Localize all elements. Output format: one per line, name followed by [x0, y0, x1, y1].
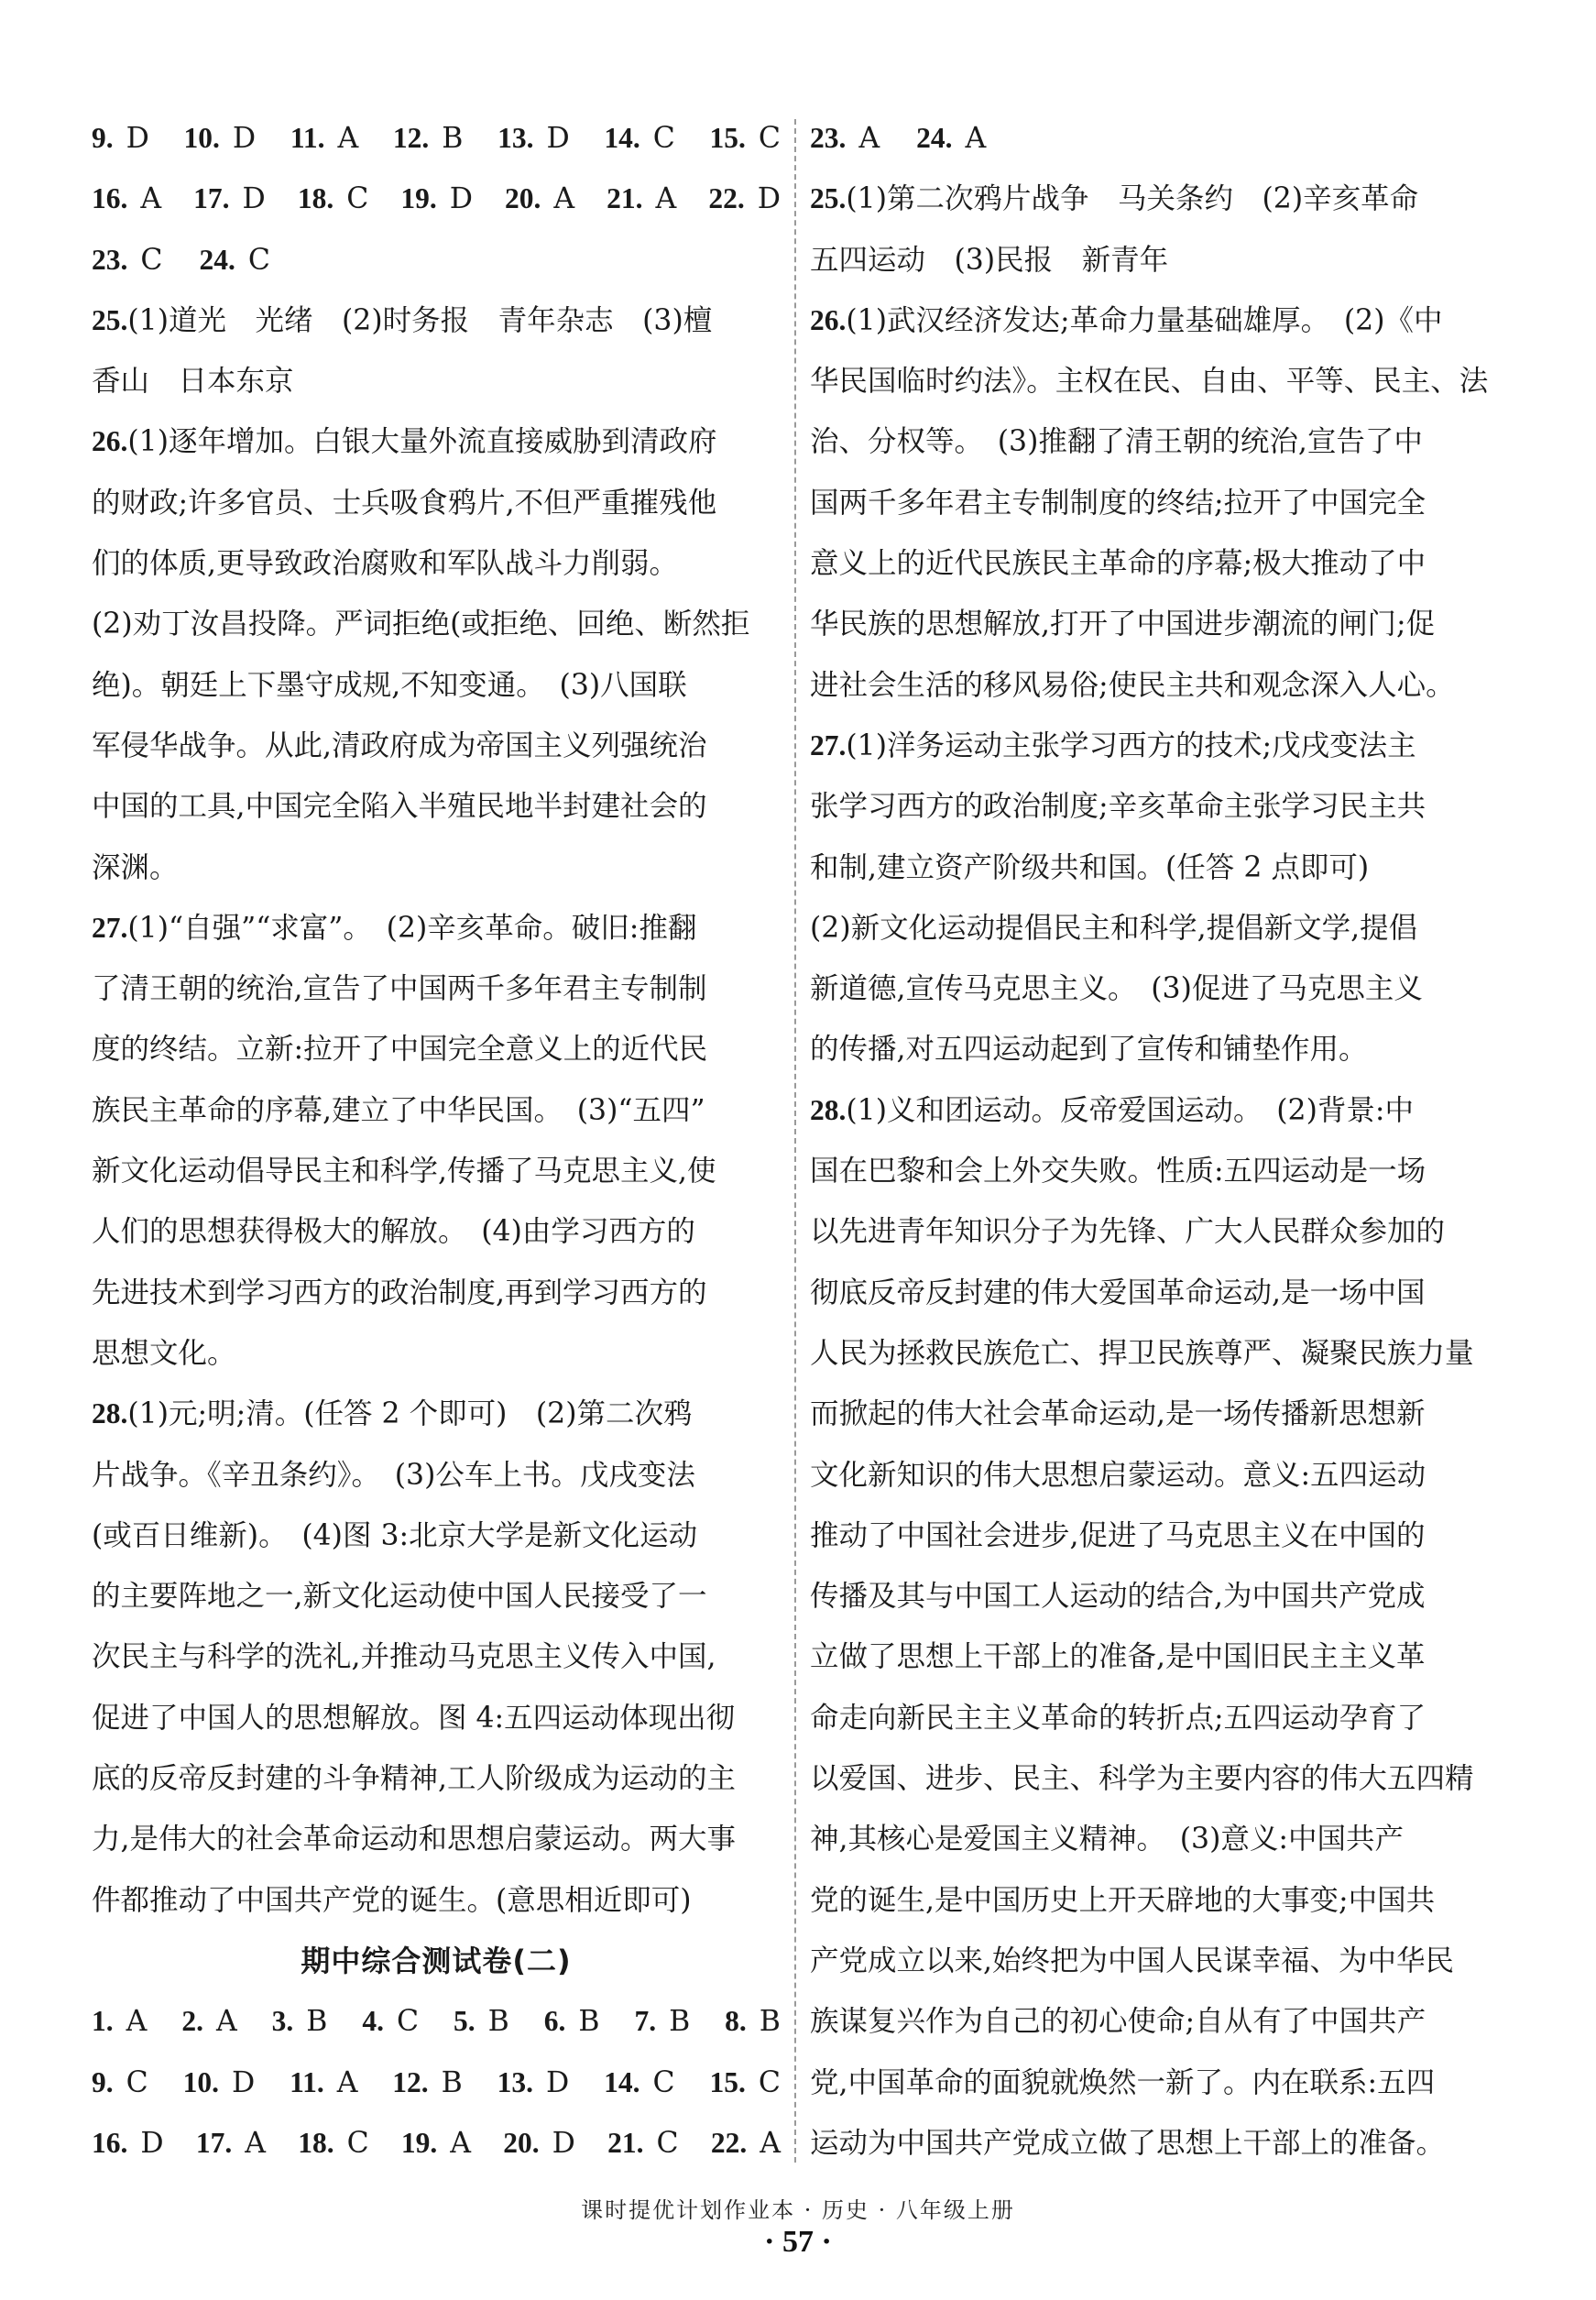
- answer-letter: D: [546, 122, 570, 155]
- mc-answer: [708, 169, 781, 229]
- question-number: 6.: [543, 2005, 566, 2038]
- answer-text: (1)义和团运动。反帝爱国运动。 (2)背景:中: [846, 1093, 1414, 1127]
- mc-answer: [393, 108, 464, 169]
- answer-line: [92, 1201, 781, 1262]
- answer-letter: D: [242, 182, 266, 216]
- answer-letter: C: [758, 2065, 781, 2099]
- mc-answer-row: [810, 108, 1499, 169]
- question-number: 25.: [810, 182, 847, 215]
- question-number: 5.: [454, 2005, 476, 2038]
- answer-letter: D: [757, 182, 781, 216]
- answer-line: [92, 290, 781, 351]
- answer-line: [810, 716, 1499, 776]
- mc-answer: [503, 2113, 575, 2174]
- answer-line: [92, 838, 781, 898]
- answer-text: 新道德,宣传马克思主义。 (3)促进了马克思主义: [810, 972, 1423, 1006]
- mc-answer: [92, 108, 149, 169]
- mc-answer-row: [92, 1991, 781, 2052]
- answer-letter: B: [669, 2005, 691, 2039]
- mc-answer: [92, 2113, 164, 2174]
- answer-letter: D: [232, 122, 257, 155]
- question-number: 17.: [195, 2126, 233, 2159]
- question-number: 19.: [400, 2126, 438, 2159]
- answer-line: [810, 533, 1499, 594]
- answer-text: (1)逐年增加。白银大量外流直接威胁到清政府: [127, 425, 717, 459]
- question-number: 25.: [92, 303, 128, 336]
- answer-line: [92, 776, 781, 837]
- question-number: 23.: [92, 243, 128, 276]
- answer-text: 香山 日本东京: [92, 365, 294, 399]
- answer-text: 人们的思想获得极大的解放。 (4)由学习西方的: [92, 1215, 695, 1249]
- answer-line: [92, 1748, 781, 1809]
- question-number: 3.: [271, 2005, 294, 2038]
- question-number: 24.: [199, 243, 235, 276]
- question-number: 13.: [497, 2065, 534, 2098]
- answer-letter: B: [306, 2005, 328, 2039]
- mc-answer: [183, 2053, 256, 2113]
- answer-line: [810, 655, 1499, 716]
- answer-line: [810, 1991, 1499, 2052]
- answer-text: 底的反帝反封建的斗争精神,工人阶级成为运动的主: [92, 1762, 737, 1796]
- answer-text: 了清王朝的统治,宣告了中国两千多年君主专制制: [92, 972, 707, 1006]
- mc-answer: [193, 169, 266, 229]
- question-number: 2.: [181, 2005, 203, 2038]
- answer-text: 先进技术到学习西方的政治制度,再到学习西方的: [92, 1276, 707, 1309]
- answer-text: 国两千多年君主专制制度的终结;拉开了中国完全: [810, 486, 1427, 520]
- answer-line: [810, 594, 1499, 654]
- answer-line: [92, 1141, 781, 1201]
- answer-line: [810, 169, 1499, 229]
- question-number: 27.: [92, 911, 128, 944]
- mc-answer: [454, 1991, 509, 2052]
- question-number: 19.: [400, 182, 437, 215]
- answer-text: 绝)。朝廷上下墨守成规,不知变通。 (3)八国联: [92, 668, 687, 702]
- answer-text: 片战争。《辛丑条约》。 (3)公车上书。戊戌变法: [92, 1458, 695, 1492]
- answer-line: [810, 1141, 1499, 1201]
- answer-letter: B: [442, 122, 464, 155]
- answer-line: [92, 1445, 781, 1506]
- answer-line: [92, 1323, 781, 1384]
- question-number: 4.: [362, 2005, 384, 2038]
- answer-text: (2)劝丁汝昌投降。严词拒绝(或拒绝、回绝、断然拒: [92, 608, 750, 641]
- answer-letter: A: [655, 182, 677, 216]
- answer-text: 族谋复兴作为自己的初心使命;自从有了中国共产: [810, 2005, 1427, 2039]
- answer-text: 中国的工具,中国完全陷入半殖民地半封建社会的: [92, 790, 707, 824]
- question-number: 18.: [297, 182, 334, 215]
- mc-answer: [505, 169, 574, 229]
- question-number: 22.: [710, 2126, 748, 2159]
- question-number: 24.: [916, 122, 953, 154]
- mc-answer: [497, 108, 570, 169]
- question-number: 20.: [505, 182, 541, 215]
- answer-letter: C: [346, 182, 369, 216]
- left-column: [92, 108, 781, 2174]
- question-number: 21.: [607, 182, 643, 215]
- answer-line: [92, 594, 781, 654]
- answer-line: [92, 351, 781, 411]
- answer-text: 新文化运动倡导民主和科学,传播了马克思主义,使: [92, 1155, 716, 1188]
- answer-line: [92, 1626, 781, 1687]
- question-number: 11.: [290, 122, 325, 154]
- answer-text: 而掀起的伟大社会革命运动,是一场传播新思想新: [810, 1397, 1426, 1431]
- answer-letter: A: [126, 2005, 148, 2039]
- answer-letter: A: [215, 2005, 237, 2039]
- answer-text: (1)元;明;清。(任答 2 个即可) (2)第二次鸦: [127, 1397, 693, 1431]
- mc-answer: [401, 2113, 471, 2174]
- answer-text: 张学习西方的政治制度;辛亥革命主张学习民主共: [810, 790, 1427, 824]
- answer-line: [810, 1201, 1499, 1262]
- answer-text: 传播及其与中国工人运动的结合,为中国共产党成: [810, 1580, 1426, 1614]
- answer-letter: A: [965, 122, 987, 155]
- mc-answer: [92, 1991, 147, 2052]
- answer-letter: A: [760, 2126, 781, 2160]
- mc-answer: [181, 1991, 236, 2052]
- answer-line: [92, 411, 781, 472]
- question-number: 27.: [810, 728, 847, 761]
- mc-answer: [607, 169, 676, 229]
- answer-text: 党,中国革命的面貌就焕然一新了。内在联系:五四: [810, 2065, 1436, 2099]
- question-number: 22.: [708, 182, 745, 215]
- answer-letter: C: [346, 2126, 369, 2160]
- question-number: 16.: [92, 182, 128, 215]
- mc-answer: [916, 108, 986, 169]
- answer-letter: A: [553, 182, 575, 216]
- answer-text: 党的诞生,是中国历史上开天辟地的大事变;中国共: [810, 1883, 1436, 1917]
- answer-line: [92, 1384, 781, 1444]
- answer-line: [92, 533, 781, 594]
- mc-answer-row: [92, 2113, 781, 2174]
- answer-line: [810, 2113, 1499, 2174]
- answer-text: (或百日维新)。 (4)图 3:北京大学是新文化运动: [92, 1518, 698, 1552]
- question-number: 26.: [92, 425, 128, 458]
- answer-letter: B: [578, 2005, 600, 2039]
- answer-letter: C: [656, 2126, 679, 2160]
- answer-line: [92, 655, 781, 716]
- answer-text: 次民主与科学的洗礼,并推动马克思主义传入中国,: [92, 1640, 716, 1674]
- answer-text: 立做了思想上干部上的准备,是中国旧民主主义革: [810, 1640, 1426, 1674]
- question-number: 9.: [92, 2065, 114, 2098]
- answer-line: [810, 1809, 1499, 1869]
- answer-text: 促进了中国人的思想解放。图 4:五四运动体现出彻: [92, 1701, 736, 1735]
- answer-letter: A: [858, 122, 880, 155]
- answer-line: [810, 230, 1499, 290]
- mc-answer: [92, 169, 161, 229]
- answer-line: [810, 1566, 1499, 1626]
- answer-text: 运动为中国共产党成立做了思想上干部上的准备。: [810, 2126, 1446, 2160]
- answer-letter: B: [759, 2005, 781, 2039]
- answer-text: 国在巴黎和会上外交失败。性质:五四运动是一场: [810, 1155, 1427, 1188]
- question-number: 28.: [92, 1397, 128, 1430]
- answer-letter: D: [449, 182, 473, 216]
- answer-line: [92, 1688, 781, 1748]
- mc-answer: [634, 1991, 690, 2052]
- mc-answer: [725, 1991, 781, 2052]
- question-number: 12.: [392, 122, 430, 154]
- answer-line: [92, 958, 781, 1019]
- answer-text: 神,其核心是爱国主义精神。 (3)意义:中国共产: [810, 1823, 1404, 1856]
- question-number: 11.: [290, 2065, 324, 2098]
- mc-answer: [497, 2053, 570, 2113]
- answer-line: [92, 473, 781, 533]
- mc-answer: [362, 1991, 419, 2052]
- column-divider: [794, 119, 796, 2163]
- question-number: 12.: [392, 2065, 429, 2098]
- answer-letter: A: [245, 2126, 266, 2160]
- mc-answer: [392, 2053, 463, 2113]
- question-number: 17.: [193, 182, 230, 215]
- answer-letter: D: [140, 2126, 164, 2160]
- mc-answer: [604, 108, 674, 169]
- answer-text: 以先进青年知识分子为先锋、广大人民群众参加的: [810, 1215, 1446, 1249]
- mc-answer-row: [92, 169, 781, 229]
- answer-letter: D: [546, 2065, 570, 2099]
- answer-text: 族民主革命的序幕,建立了中华民国。 (3)“五四”: [92, 1093, 705, 1127]
- mc-answer: [400, 169, 473, 229]
- answer-line: [810, 1263, 1499, 1323]
- question-number: 7.: [634, 2005, 657, 2038]
- answer-text: 们的体质,更导致政治腐败和军队战斗力削弱。: [92, 547, 679, 581]
- answer-letter: D: [552, 2126, 575, 2160]
- question-number: 14.: [604, 122, 640, 154]
- answer-line: [810, 1080, 1499, 1141]
- mc-answer: [607, 2113, 678, 2174]
- answer-text: 五四运动 (3)民报 新青年: [810, 243, 1169, 277]
- answer-letter: D: [231, 2065, 256, 2099]
- question-number: 28.: [810, 1093, 847, 1126]
- answer-text: 命走向新民主主义革命的转折点;五四运动孕育了: [810, 1701, 1427, 1735]
- answer-line: [810, 1384, 1499, 1444]
- answer-line: [810, 1323, 1499, 1384]
- question-number: 21.: [607, 2126, 644, 2159]
- answer-line: [92, 1080, 781, 1141]
- answer-line: [810, 411, 1499, 472]
- question-number: 23.: [810, 122, 847, 154]
- answer-text: 的财政;许多官员、士兵吸食鸦片,不但严重摧残他: [92, 486, 717, 520]
- answer-line: [810, 958, 1499, 1019]
- answer-text: 的传播,对五四运动起到了宣传和铺垫作用。: [810, 1033, 1368, 1067]
- answer-text: 力,是伟大的社会革命运动和思想启蒙运动。两大事: [92, 1823, 737, 1856]
- question-number: 9.: [92, 122, 114, 154]
- answer-letter: B: [441, 2065, 463, 2099]
- answer-text: (2)新文化运动提倡民主和科学,提倡新文学,提倡: [810, 911, 1418, 945]
- answer-text: 推动了中国社会进步,促进了马克思主义在中国的: [810, 1518, 1426, 1552]
- answer-letter: C: [758, 122, 781, 155]
- answer-text: 华民国临时约法》。主权在民、自由、平等、民主、法: [810, 365, 1489, 399]
- answer-line: [810, 351, 1499, 411]
- answer-line: [810, 1506, 1499, 1566]
- mc-answer: [810, 108, 880, 169]
- mc-answer: [290, 2053, 357, 2113]
- answer-line: [810, 473, 1499, 533]
- mc-answer: [196, 2113, 266, 2174]
- answer-line: [810, 898, 1499, 958]
- footer-book-title: 课时提优计划作业本 · 历史 · 八年级上册: [581, 2197, 1015, 2223]
- answer-line: [92, 1019, 781, 1079]
- mc-answer: [272, 1991, 328, 2052]
- mc-answer: [298, 169, 368, 229]
- answer-letter: A: [337, 122, 359, 155]
- mc-answer-row: [92, 2053, 781, 2113]
- answer-letter: C: [652, 2065, 675, 2099]
- mc-answer: [298, 2113, 368, 2174]
- answer-letter: A: [450, 2126, 472, 2160]
- answer-line: [810, 1445, 1499, 1506]
- answer-text: 以爱国、进步、民主、科学为主要内容的伟大五四精: [810, 1762, 1474, 1796]
- answer-letter: C: [140, 243, 163, 277]
- question-number: 13.: [497, 122, 534, 154]
- answer-letter: C: [247, 243, 270, 277]
- answer-line: [810, 2053, 1499, 2113]
- mc-answer: [199, 230, 269, 290]
- answer-line: [92, 1809, 781, 1869]
- answer-text: 进社会生活的移风易俗;使民主共和观念深入人心。: [810, 668, 1455, 702]
- answer-letter: A: [336, 2065, 358, 2099]
- answer-text: (1)洋务运动主张学习西方的技术;戊戌变法主: [846, 728, 1416, 762]
- right-column: [810, 108, 1499, 2174]
- question-number: 20.: [503, 2126, 540, 2159]
- answer-line: [92, 716, 781, 776]
- answer-line: [92, 1506, 781, 1566]
- answer-text: 产党成立以来,始终把为中国人民谋幸福、为中华民: [810, 1944, 1455, 1977]
- answer-text: 的主要阵地之一,新文化运动使中国人民接受了一: [92, 1580, 707, 1614]
- answer-line: [92, 898, 781, 958]
- mc-answer: [604, 2053, 674, 2113]
- question-number: 18.: [298, 2126, 334, 2159]
- answer-line: [92, 1870, 781, 1931]
- mc-answer: [711, 2113, 781, 2174]
- answer-line: [810, 1688, 1499, 1748]
- question-number: 15.: [709, 122, 746, 154]
- mc-answer: [290, 108, 358, 169]
- answer-text: 深渊。: [92, 850, 179, 884]
- question-number: 1.: [92, 2005, 114, 2038]
- answer-text: (1)第二次鸦片战争 马关条约 (2)辛亥革命: [846, 182, 1419, 216]
- question-number: 14.: [604, 2065, 640, 2098]
- question-number: 16.: [92, 2126, 128, 2159]
- answer-text: 件都推动了中国共产党的诞生。(意思相近即可): [92, 1883, 692, 1917]
- answer-letter: C: [126, 2065, 148, 2099]
- answer-text: 军侵华战争。从此,清政府成为帝国主义列强统治: [92, 728, 707, 762]
- question-number: 10.: [183, 122, 220, 154]
- answer-text: 度的终结。立新:拉开了中国完全意义上的近代民: [92, 1033, 708, 1067]
- answer-text: (1)道光 光绪 (2)时务报 青年杂志 (3)檀: [127, 303, 713, 337]
- answer-line: [810, 1870, 1499, 1931]
- answer-text: 彻底反帝反封建的伟大爱国革命运动,是一场中国: [810, 1276, 1426, 1309]
- question-number: 26.: [810, 303, 847, 336]
- answer-line: [810, 1931, 1499, 1991]
- answer-text: 文化新知识的伟大思想启蒙运动。意义:五四运动: [810, 1458, 1427, 1492]
- mc-answer: [544, 1991, 600, 2052]
- answer-text: 治、分权等。 (3)推翻了清王朝的统治,宣告了中: [810, 425, 1423, 459]
- answer-letter: A: [140, 182, 162, 216]
- answer-text: (1)“自强”“求富”。 (2)辛亥革命。破旧:推翻: [127, 911, 697, 945]
- answer-line: [810, 1626, 1499, 1687]
- answer-letter: B: [487, 2005, 509, 2039]
- page-number: · 57 ·: [764, 2225, 832, 2259]
- answer-letter: C: [396, 2005, 420, 2039]
- answer-line: [92, 1566, 781, 1626]
- answer-letter: D: [126, 122, 149, 155]
- answer-line: [810, 1748, 1499, 1809]
- answer-line: [810, 1019, 1499, 1079]
- answer-text: 和制,建立资产阶级共和国。(任答 2 点即可): [810, 850, 1370, 884]
- mc-answer: [184, 108, 257, 169]
- mc-answer-row: [92, 230, 781, 290]
- mc-answer-row: [92, 108, 781, 169]
- mc-answer: [92, 2053, 148, 2113]
- mc-answer: [709, 2053, 780, 2113]
- answer-text: 意义上的近代民族民主革命的序幕;极大推动了中: [810, 547, 1427, 581]
- section-title: 期中综合测试卷(二): [301, 1943, 572, 1978]
- mc-answer: [92, 230, 162, 290]
- answer-text: 人民为拯救民族危亡、捍卫民族尊严、凝聚民族力量: [810, 1336, 1474, 1370]
- answer-letter: C: [652, 122, 675, 155]
- answer-line: [92, 1263, 781, 1323]
- answer-line: [810, 290, 1499, 351]
- answer-text: 华民族的思想解放,打开了中国进步潮流的闸门;促: [810, 608, 1436, 641]
- question-number: 15.: [709, 2065, 746, 2098]
- answer-line: [810, 838, 1499, 898]
- answer-text: (1)武汉经济发达;革命力量基础雄厚。 (2)《中: [846, 303, 1443, 337]
- question-number: 8.: [725, 2005, 747, 2038]
- question-number: 10.: [182, 2065, 219, 2098]
- answer-line: [810, 776, 1499, 837]
- mc-answer: [710, 108, 781, 169]
- answer-text: 思想文化。: [92, 1336, 236, 1370]
